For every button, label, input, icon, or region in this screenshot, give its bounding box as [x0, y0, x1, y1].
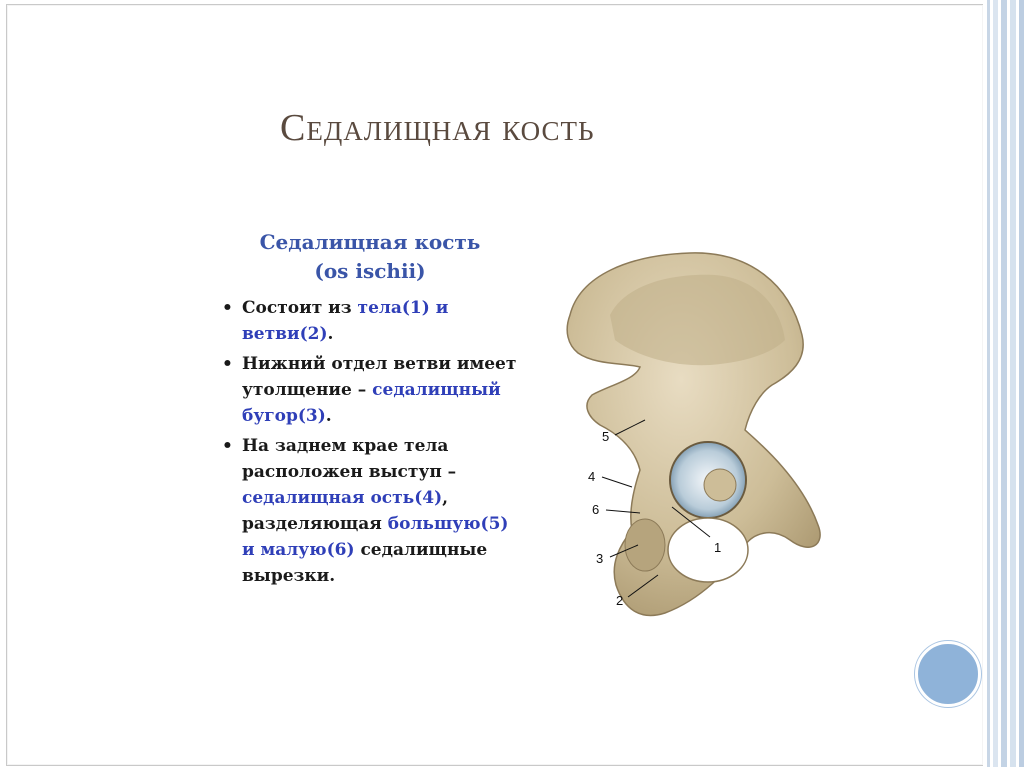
- bullet-list: [220, 295, 520, 589]
- bullet-dot-icon: •: [222, 354, 233, 374]
- ischial-tuberosity: [625, 519, 665, 571]
- bullet-text: На заднем крае тела расположен выступ –: [242, 436, 457, 482]
- decorative-stripes: [982, 0, 1024, 767]
- figure-label-1: 1: [714, 540, 722, 555]
- bullet-dot-icon: •: [222, 298, 233, 318]
- acetabulum-fossa: [704, 469, 736, 501]
- highlight-text: тела(1) и ветви(2): [242, 298, 449, 344]
- bullet-text: Состоит из: [242, 298, 358, 318]
- bullet-text: седалищные вырезки: [242, 540, 488, 586]
- figure-label-3: 3: [596, 551, 604, 566]
- panel-heading: [220, 228, 520, 286]
- text-panel: [220, 228, 520, 628]
- bullet-item: [220, 295, 520, 347]
- figure-label-5: 5: [602, 429, 610, 444]
- slide-title: Седалищная кость: [280, 107, 595, 149]
- figure-label-4: 4: [588, 469, 596, 484]
- panel-heading-line1: Седалищная кость: [259, 230, 481, 254]
- bullet-text: Нижний отдел ветви имеет утолщение –: [242, 354, 517, 400]
- bullet-text: .: [325, 406, 332, 426]
- figure-label-6: 6: [592, 502, 600, 517]
- bullet-text: .: [329, 566, 336, 586]
- figure-label-2: 2: [616, 593, 624, 608]
- bullet-dot-icon: •: [222, 436, 233, 456]
- decorative-circle: [915, 641, 981, 707]
- panel-heading-line2: (os ischii): [314, 259, 426, 283]
- bullet-item: [220, 433, 520, 589]
- bullet-text: .: [327, 324, 334, 344]
- obturator-foramen: [668, 518, 748, 582]
- ischium-figure: [540, 245, 830, 635]
- highlight-text: большую(5) и малую(6): [242, 514, 509, 560]
- bullet-text: , разделяющая: [242, 488, 449, 534]
- highlight-text: седалищный бугор(3): [242, 380, 501, 426]
- bullet-item: [220, 351, 520, 429]
- highlight-text: седалищная ость(4): [242, 488, 443, 508]
